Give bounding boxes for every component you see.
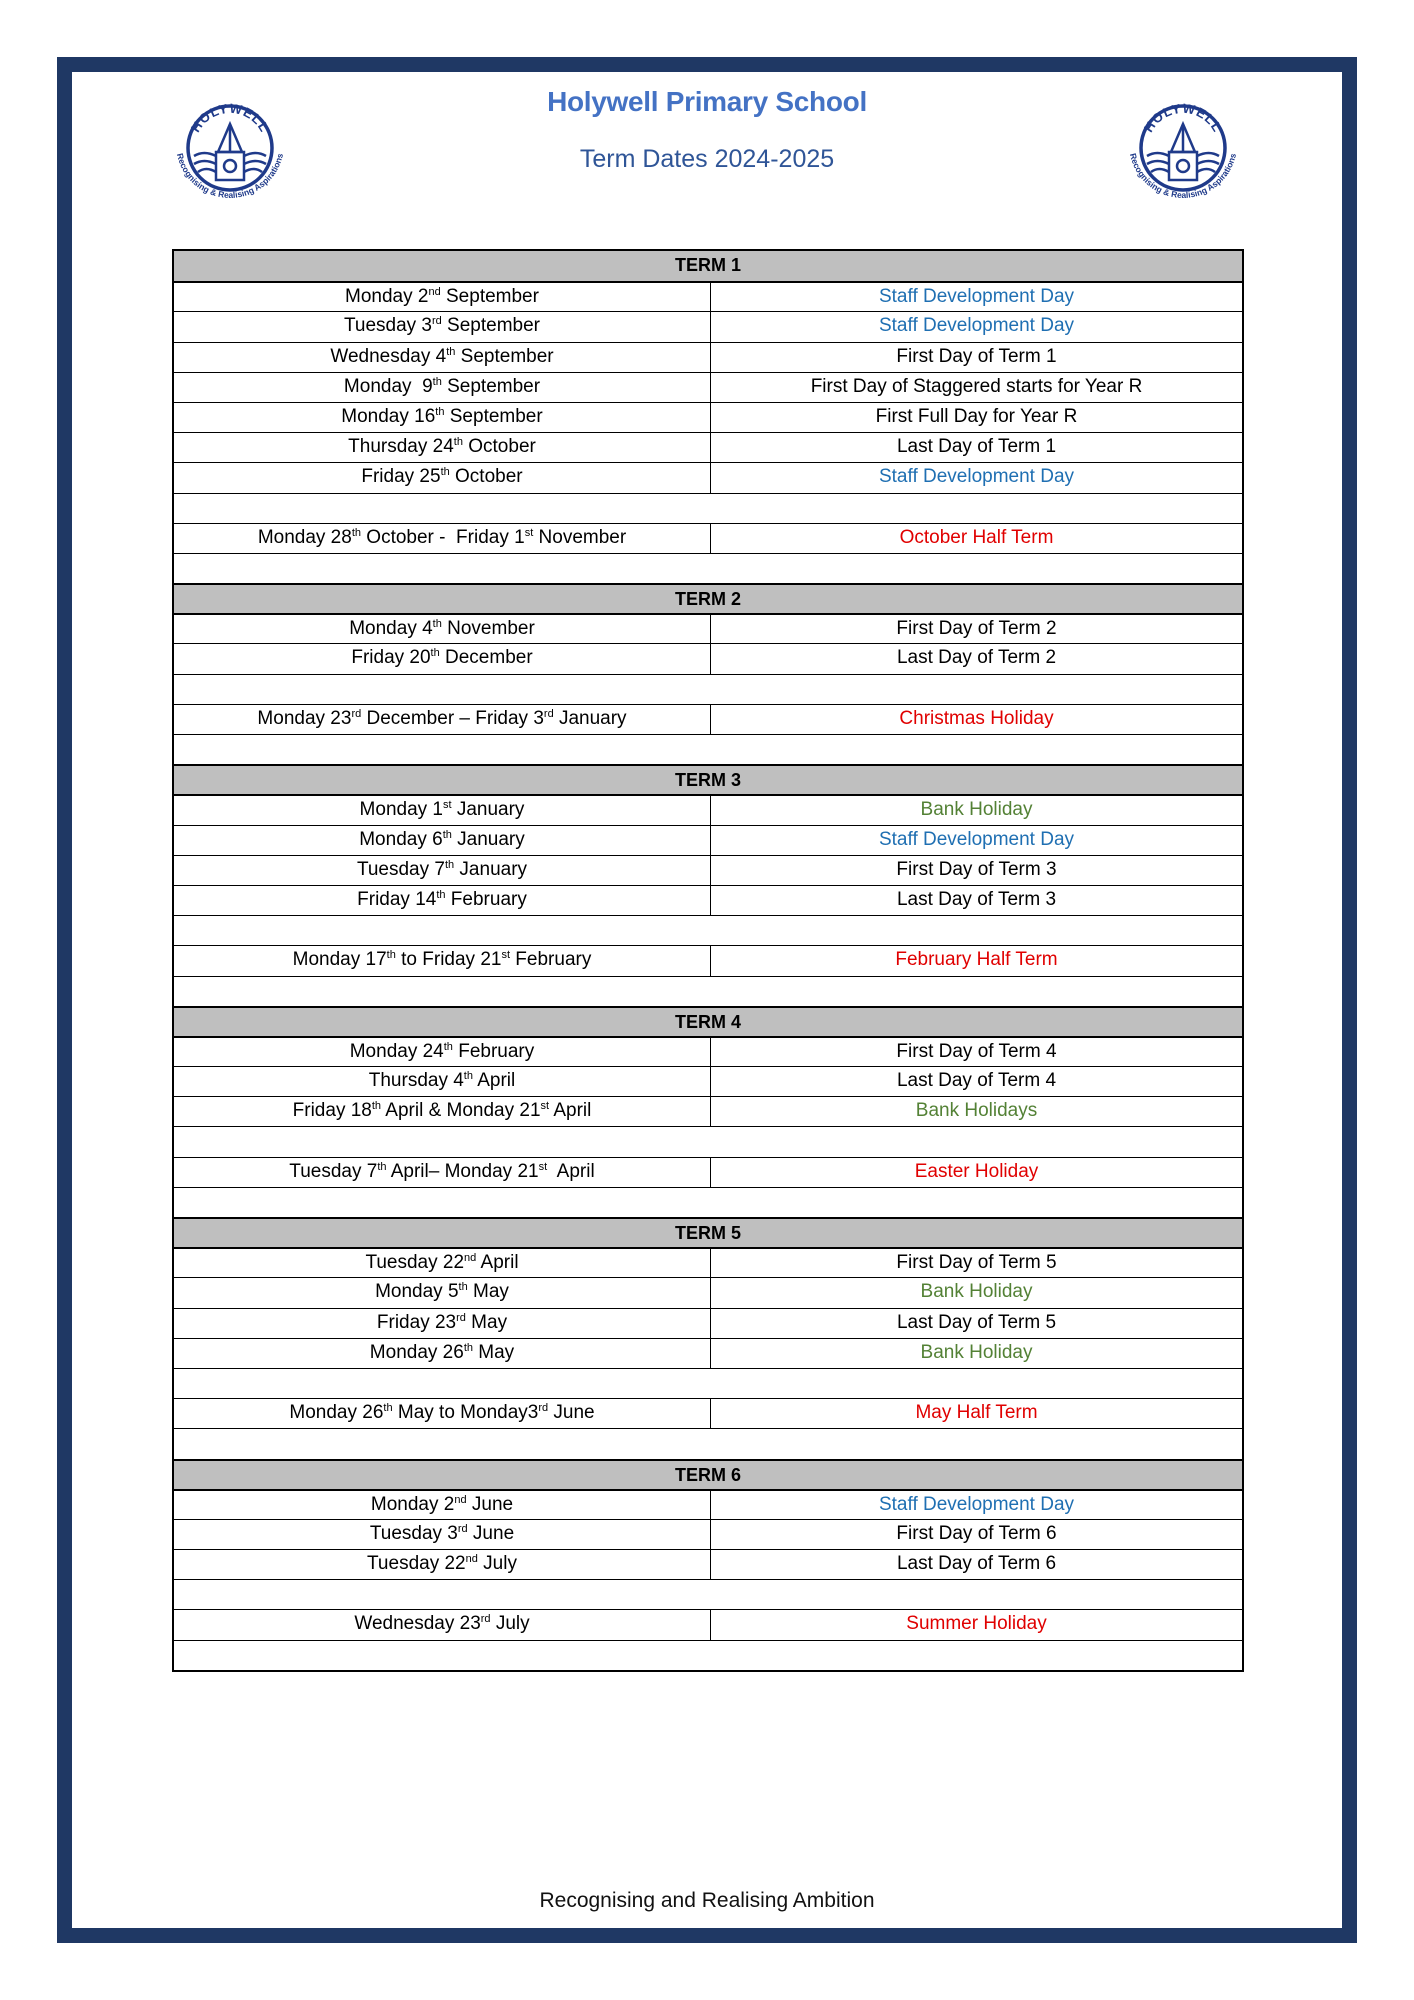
table-row: [174, 1609, 1242, 1639]
date-text: February: [452, 1040, 535, 1062]
date-cell: [174, 403, 711, 432]
date-cell: [174, 946, 711, 975]
term-title: TERM 3: [674, 770, 741, 791]
date-ordinal-suffix: th: [383, 1402, 393, 1415]
date-cell: [174, 343, 711, 372]
event-cell: Bank Holiday: [920, 799, 1033, 821]
date-text: December – Friday 3: [361, 707, 544, 729]
table-row: [174, 523, 1242, 553]
date-text: Monday 28: [257, 526, 352, 548]
date-text: May to Monday3: [392, 1402, 539, 1424]
date-ordinal-suffix: rd: [351, 707, 362, 720]
table-row: [174, 945, 1242, 975]
date-ordinal-suffix: th: [453, 436, 463, 449]
blank-row: [174, 1579, 1242, 1609]
term-title: TERM 6: [674, 1464, 741, 1485]
date-ordinal-suffix: nd: [428, 286, 441, 299]
date-text: to Friday 21: [395, 949, 502, 971]
event-cell: Staff Development Day: [878, 286, 1075, 308]
date-ordinal-suffix: nd: [464, 1252, 477, 1265]
term-header: [174, 1217, 1242, 1247]
date-text: Monday 16: [341, 405, 436, 427]
date-cell: [174, 312, 711, 341]
date-text: Monday 23: [257, 707, 352, 729]
date-ordinal-suffix: th: [458, 1281, 468, 1294]
date-text: Tuesday 7: [289, 1160, 378, 1182]
event-cell: First Full Day for Year R: [875, 405, 1078, 427]
blank-row: [174, 734, 1242, 764]
event-cell: February Half Term: [895, 949, 1058, 971]
date-text: June: [467, 1522, 515, 1544]
event-cell: First Day of Term 1: [896, 345, 1057, 367]
table-row: [174, 1398, 1242, 1428]
date-ordinal-suffix: th: [442, 828, 452, 841]
date-text: September: [441, 375, 541, 397]
date-text: January: [553, 707, 627, 729]
date-cell: [174, 1067, 711, 1096]
date-ordinal-suffix: th: [446, 345, 456, 358]
date-cell: [174, 796, 711, 824]
table-row: [174, 643, 1242, 673]
table-row: [174, 372, 1242, 402]
date-text: Monday 5: [375, 1281, 459, 1303]
table-row: [174, 432, 1242, 462]
date-text: January: [451, 828, 525, 850]
date-ordinal-suffix: st: [538, 1160, 548, 1173]
event-cell: First Day of Staggered starts for Year R: [810, 375, 1143, 397]
date-ordinal-suffix: rd: [456, 1311, 466, 1324]
event-cell: Last Day of Term 5: [896, 1311, 1057, 1333]
table-row: [174, 1066, 1242, 1096]
event-cell: First Day of Term 3: [896, 858, 1057, 880]
table-row: [174, 1096, 1242, 1126]
date-cell: [174, 524, 711, 553]
date-text: July: [477, 1553, 517, 1575]
date-cell: [174, 1520, 711, 1549]
blank-row: [174, 915, 1242, 945]
table-row: [174, 1277, 1242, 1307]
term-header: [174, 583, 1242, 613]
date-ordinal-suffix: th: [430, 647, 440, 660]
date-text: September: [440, 286, 539, 308]
date-cell: [174, 1038, 711, 1066]
table-row: [174, 1489, 1242, 1519]
table-row: [174, 1157, 1242, 1187]
blank-row: [174, 1187, 1242, 1217]
term-title: TERM 4: [674, 1011, 741, 1032]
date-text: Friday 14: [357, 888, 437, 910]
svg-text:Recognising & Realising Aspira: Recognising & Realising Aspirations: [1127, 152, 1239, 201]
table-row: [174, 1549, 1242, 1579]
date-ordinal-suffix: rd: [538, 1402, 549, 1415]
blank-row: [174, 674, 1242, 704]
date-cell: [174, 1399, 711, 1428]
date-text: Monday 26: [289, 1402, 384, 1424]
date-text: October: [449, 466, 523, 488]
table-row: [174, 281, 1242, 311]
date-text: October - Friday 1: [361, 526, 525, 548]
date-ordinal-suffix: st: [540, 1100, 550, 1113]
date-text: Wednesday 4: [330, 345, 447, 367]
date-text: July: [490, 1613, 530, 1635]
event-cell: Easter Holiday: [914, 1160, 1039, 1182]
svg-text:Recognising & Realising Aspira: Recognising & Realising Aspirations: [174, 152, 286, 201]
date-text: Tuesday 7: [356, 858, 445, 880]
date-cell: [174, 1309, 711, 1338]
date-text: April– Monday 21: [386, 1160, 539, 1182]
date-ordinal-suffix: th: [443, 1040, 453, 1053]
svg-text:HOLYWELL: HOLYWELL: [1140, 100, 1226, 135]
event-cell: Bank Holidays: [915, 1100, 1038, 1122]
date-text: Monday 4: [349, 618, 433, 640]
table-row: [174, 794, 1242, 824]
table-row: [174, 311, 1242, 341]
date-ordinal-suffix: th: [440, 466, 450, 479]
event-cell: Last Day of Term 3: [896, 888, 1057, 910]
table-row: [174, 825, 1242, 855]
event-cell: Last Day of Term 1: [896, 436, 1057, 458]
date-text: November: [441, 618, 535, 640]
date-text: Monday 6: [359, 828, 443, 850]
date-cell: [174, 1097, 711, 1126]
date-text: Tuesday 3: [369, 1522, 458, 1544]
date-cell: [174, 615, 711, 643]
date-cell: [174, 826, 711, 855]
date-ordinal-suffix: rd: [543, 707, 554, 720]
date-text: April: [476, 1252, 519, 1274]
date-text: April: [549, 1100, 592, 1122]
date-cell: [174, 1550, 711, 1579]
date-text: Friday 25: [361, 466, 441, 488]
date-text: November: [533, 526, 627, 548]
term-header: [174, 1006, 1242, 1036]
date-text: Friday 20: [351, 647, 431, 669]
date-cell: [174, 1339, 711, 1368]
date-ordinal-suffix: st: [443, 799, 452, 812]
date-text: Monday 2: [370, 1493, 455, 1515]
term-title: TERM 1: [674, 255, 741, 275]
table-row: [174, 1036, 1242, 1066]
date-text: Tuesday 22: [367, 1553, 466, 1575]
date-text: Tuesday 3: [343, 315, 432, 337]
event-cell: Last Day of Term 2: [896, 647, 1057, 669]
table-row: [174, 1308, 1242, 1338]
blank-row: [174, 976, 1242, 1006]
date-cell: [174, 1278, 711, 1307]
date-cell: [174, 283, 711, 311]
term-title: TERM 5: [674, 1223, 741, 1243]
date-text: September: [441, 315, 541, 337]
term-header: [174, 764, 1242, 794]
date-text: May: [473, 1341, 515, 1363]
date-cell: [174, 433, 711, 462]
date-cell: [174, 1249, 711, 1277]
blank-row: [174, 1640, 1242, 1670]
table-row: [174, 855, 1242, 885]
date-ordinal-suffix: th: [463, 1341, 473, 1354]
date-cell: [174, 886, 711, 915]
table-row: [174, 402, 1242, 432]
date-ordinal-suffix: st: [524, 526, 534, 539]
date-cell: [174, 705, 711, 734]
event-cell: Summer Holiday: [906, 1613, 1047, 1635]
date-cell: [174, 463, 711, 492]
footer-motto: Recognising and Realising Ambition: [539, 1889, 875, 1912]
date-text: May: [465, 1311, 508, 1333]
event-cell: Last Day of Term 4: [896, 1070, 1057, 1092]
date-ordinal-suffix: nd: [454, 1493, 467, 1506]
date-text: January: [451, 799, 525, 821]
date-text: June: [466, 1493, 514, 1515]
date-text: April & Monday 21: [381, 1100, 541, 1122]
term-header: [174, 1459, 1242, 1489]
table-row: [174, 704, 1242, 734]
date-cell: [174, 373, 711, 402]
date-ordinal-suffix: rd: [432, 315, 442, 328]
term-title: TERM 2: [674, 589, 741, 610]
date-text: June: [548, 1402, 595, 1424]
term-dates-table: [172, 249, 1244, 1672]
date-text: Monday 9: [343, 375, 433, 397]
blank-row: [174, 1428, 1242, 1458]
date-text: September: [455, 345, 554, 367]
date-text: May: [467, 1281, 509, 1303]
event-cell: First Day of Term 5: [896, 1252, 1057, 1274]
date-text: Monday 1: [359, 799, 443, 821]
event-cell: October Half Term: [899, 526, 1054, 548]
blank-row: [174, 493, 1242, 523]
date-text: September: [444, 405, 543, 427]
date-ordinal-suffix: rd: [480, 1613, 491, 1626]
school-name-title: Holywell Primary School: [547, 86, 867, 117]
date-ordinal-suffix: th: [435, 405, 445, 418]
event-cell: First Day of Term 4: [896, 1040, 1057, 1062]
date-cell: [174, 1158, 711, 1187]
date-ordinal-suffix: th: [371, 1100, 382, 1113]
event-cell: Last Day of Term 6: [896, 1553, 1057, 1575]
date-ordinal-suffix: th: [351, 526, 362, 539]
event-cell: Bank Holiday: [920, 1341, 1033, 1363]
date-text: December: [439, 647, 533, 669]
table-row: [174, 885, 1242, 915]
date-cell: [174, 1491, 711, 1519]
date-ordinal-suffix: th: [444, 858, 455, 871]
event-cell: Christmas Holiday: [899, 707, 1054, 729]
date-text: Friday 18: [292, 1100, 372, 1122]
term-dates-subtitle: Term Dates 2024-2025: [579, 145, 835, 173]
date-ordinal-suffix: nd: [465, 1553, 478, 1566]
date-text: April: [472, 1070, 516, 1092]
blank-row: [174, 1126, 1242, 1156]
date-text: October: [462, 436, 536, 458]
table-row: [174, 1247, 1242, 1277]
date-ordinal-suffix: th: [432, 618, 442, 631]
date-text: April: [547, 1160, 595, 1182]
date-text: Friday 23: [376, 1311, 457, 1333]
blank-row: [174, 1368, 1242, 1398]
table-row: [174, 1338, 1242, 1368]
date-ordinal-suffix: th: [432, 375, 442, 388]
date-text: February: [510, 949, 592, 971]
event-cell: First Day of Term 2: [896, 618, 1057, 640]
date-text: Wednesday 23: [354, 1613, 481, 1635]
date-text: Monday 26: [369, 1341, 464, 1363]
date-cell: [174, 856, 711, 885]
date-cell: [174, 644, 711, 673]
date-ordinal-suffix: rd: [457, 1522, 468, 1535]
table-row: [174, 342, 1242, 372]
date-text: Monday 24: [349, 1040, 444, 1062]
table-row: [174, 462, 1242, 492]
event-cell: May Half Term: [915, 1402, 1038, 1424]
event-cell: Staff Development Day: [878, 315, 1075, 337]
event-cell: Staff Development Day: [878, 1493, 1075, 1515]
date-ordinal-suffix: st: [501, 949, 511, 962]
date-text: Thursday 4: [368, 1070, 464, 1092]
event-cell: Staff Development Day: [878, 828, 1075, 850]
event-cell: First Day of Term 6: [896, 1522, 1057, 1544]
date-text: Monday 17: [292, 949, 387, 971]
table-row: [174, 1519, 1242, 1549]
event-cell: Staff Development Day: [878, 466, 1075, 488]
date-text: Thursday 24: [348, 436, 454, 458]
table-row: [174, 613, 1242, 643]
blank-row: [174, 553, 1242, 583]
date-text: February: [445, 888, 527, 910]
date-ordinal-suffix: th: [463, 1070, 473, 1083]
date-ordinal-suffix: th: [436, 888, 446, 901]
svg-text:HOLYWELL: HOLYWELL: [187, 100, 273, 135]
date-cell: [174, 1610, 711, 1639]
date-text: January: [454, 858, 528, 880]
date-text: Monday 2: [345, 286, 429, 308]
event-cell: Bank Holiday: [920, 1281, 1033, 1303]
term-header: [174, 251, 1242, 281]
date-text: Tuesday 22: [365, 1252, 465, 1274]
date-ordinal-suffix: th: [386, 949, 396, 962]
date-ordinal-suffix: th: [377, 1160, 387, 1173]
